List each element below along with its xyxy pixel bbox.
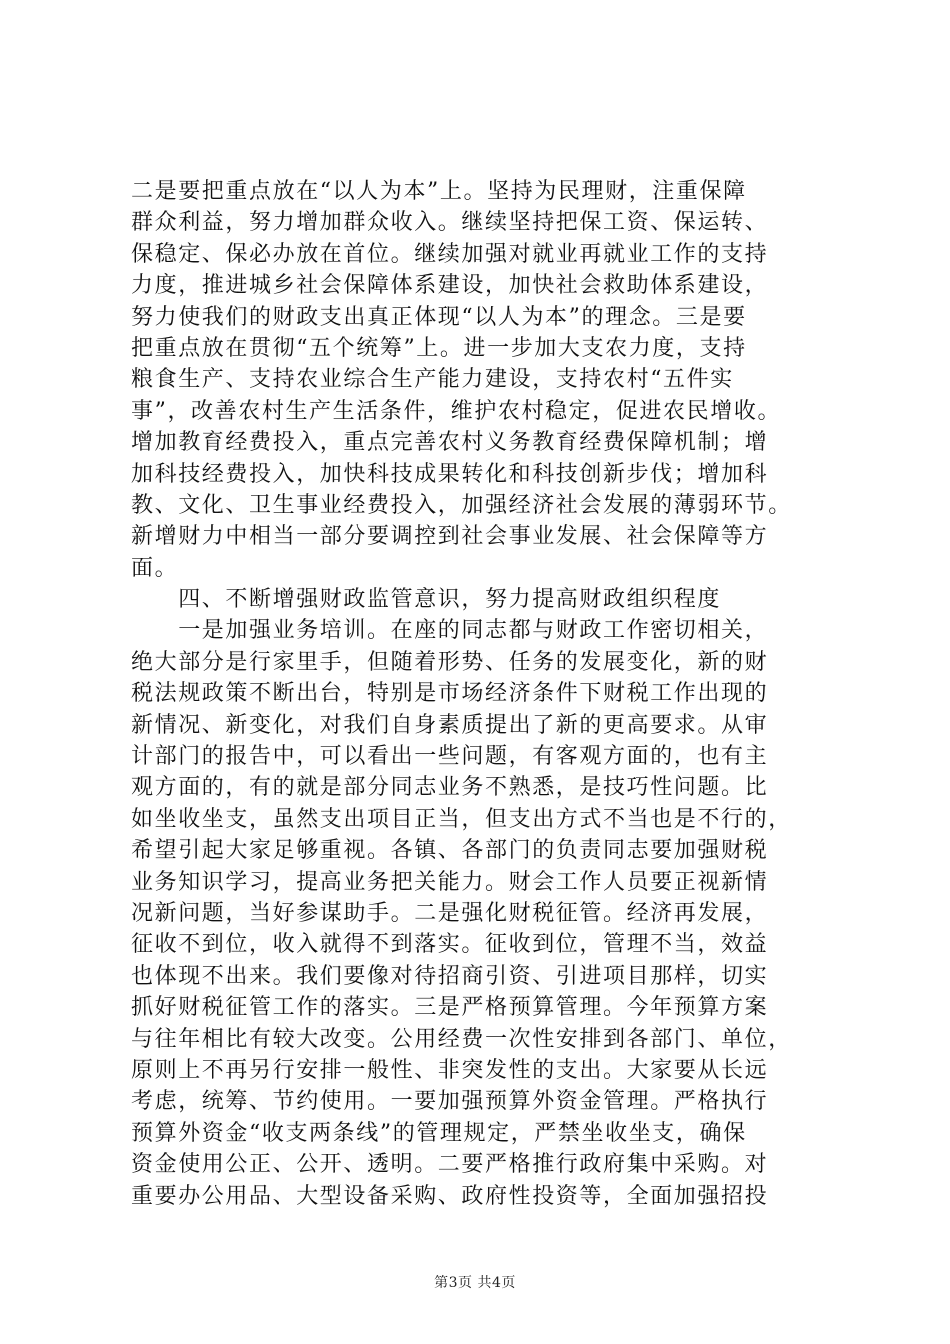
text-line: 征收不到位，收入就得不到落实。征收到位，管理不当，效益: [131, 932, 769, 958]
text-line: 事”，改善农村生产生活条件，维护农村稳定，促进农民增收。: [131, 398, 782, 424]
text-line: 面。: [131, 555, 179, 581]
text-line: 希望引起大家足够重视。各镇、各部门的负责同志要加强财税: [131, 838, 769, 864]
text-line: 重要办公用品、大型设备采购、政府性投资等，全面加强招投: [131, 1183, 769, 1209]
text-line: 粮食生产、支持农业综合生产能力建设，支持农村“五件实: [131, 367, 734, 393]
text-line: 一是加强业务培训。在座的同志都与财政工作密切相关，: [131, 618, 769, 644]
text-line: 也体现不出来。我们要像对待招商引资、引进项目那样，切实: [131, 963, 769, 989]
text-line: 考虑，统筹、节约使用。一要加强预算外资金管理。严格执行: [131, 1089, 769, 1115]
text-line: 增加教育经费投入，重点完善农村义务教育经费保障机制；增: [131, 430, 769, 456]
text-line: 预算外资金“收支两条线”的管理规定，严禁坐收坐支，确保: [131, 1120, 747, 1146]
text-line: 资金使用公正、公开、透明。二要严格推行政府集中采购。对: [131, 1152, 769, 1178]
text-line: 计部门的报告中，可以看出一些问题，有客观方面的，也有主: [131, 744, 769, 770]
text-line: 税法规政策不断出台，特别是市场经济条件下财税工作出现的: [131, 681, 769, 707]
text-line: 力度，推进城乡社会保障体系建设，加快社会救助体系建设，: [131, 273, 769, 299]
section-heading: 四、不断增强财政监管意识，努力提高财政组织程度: [131, 587, 722, 613]
text-line: 如坐收坐支，虽然支出项目正当，但支出方式不当也是不行的，: [131, 806, 792, 832]
body-text: [131, 176, 831, 1212]
text-line: 与往年相比有较大改变。公用经费一次性安排到各部门、单位，: [131, 1026, 792, 1052]
text-line: 观方面的，有的就是部分同志业务不熟悉，是技巧性问题。比: [131, 775, 769, 801]
text-line: 原则上不再另行安排一般性、非突发性的支出。大家要从长远: [131, 1057, 769, 1083]
page-footer: 第3页 共4页: [434, 1275, 516, 1291]
text-line: 努力使我们的财政支出真正体现“以人为本”的理念。三是要: [131, 304, 747, 330]
text-line: 把重点放在贯彻“五个统筹”上。进一步加大支农力度，支持: [131, 335, 747, 361]
text-line: 新增财力中相当一部分要调控到社会事业发展、社会保障等方: [131, 524, 769, 550]
text-line: 况新问题，当好参谋助手。二是强化财税征管。经济再发展，: [131, 900, 769, 926]
text-line: 绝大部分是行家里手，但随着形势、任务的发展变化，新的财: [131, 649, 769, 675]
text-line: 保稳定、保必办放在首位。继续加强对就业再就业工作的支持: [131, 241, 769, 267]
text-line: 教、文化、卫生事业经费投入，加强经济社会发展的薄弱环节。: [131, 492, 792, 518]
text-line: 加科技经费投入，加快科技成果转化和科技创新步伐；增加科: [131, 461, 769, 487]
text-line: 抓好财税征管工作的落实。三是严格预算管理。今年预算方案: [131, 995, 769, 1021]
text-line: 二是要把重点放在“以人为本”上。坚持为民理财，注重保障: [131, 179, 747, 204]
text-line: 群众利益，努力增加群众收入。继续坚持把保工资、保运转、: [131, 210, 769, 236]
text-line: 业务知识学习，提高业务把关能力。财会工作人员要正视新情: [131, 869, 769, 895]
text-line: 新情况、新变化，对我们自身素质提出了新的更高要求。从审: [131, 712, 769, 738]
